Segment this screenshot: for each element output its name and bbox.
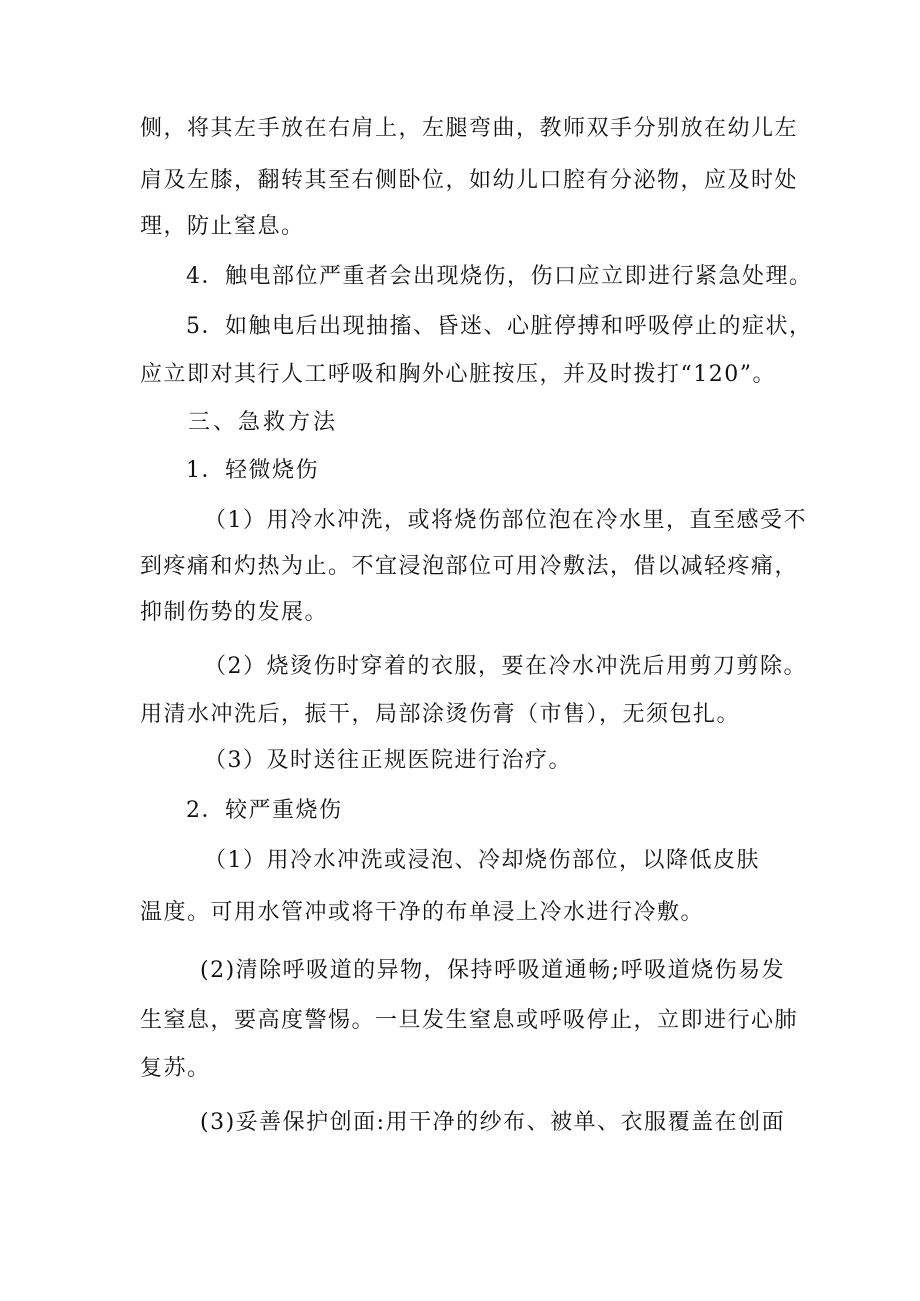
text-line: 抑制伤势的发展。 bbox=[140, 600, 329, 625]
text-line: 用清水冲洗后，振干，局部涂烫伤膏（市售），无须包扎。 bbox=[140, 702, 741, 727]
text-line: (3)妥善保护创面:用干净的纱布、被单、衣服覆盖在创面 bbox=[200, 1110, 786, 1135]
text-line: 生窒息，要高度警惕。一旦发生窒息或呼吸停止，立即进行心肺 bbox=[140, 1008, 799, 1033]
subsection-heading: 1．轻微烧伤 bbox=[186, 458, 319, 483]
subsection-heading: 2．较严重烧伤 bbox=[186, 798, 343, 823]
section-heading: 三、急救方法 bbox=[188, 410, 339, 435]
text-line: 温度。可用水管冲或将干净的布单浸上冷水进行冷敷。 bbox=[140, 900, 705, 925]
text-line: （1）用冷水冲洗，或将烧伤部位泡在冷水里，直至感受不 bbox=[204, 508, 807, 533]
text-line: （2）烧烫伤时穿着的衣服，要在冷水冲洗后用剪刀剪除。 bbox=[204, 654, 807, 679]
text-line: (2)清除呼吸道的异物，保持呼吸道通畅;呼吸道烧伤易发 bbox=[200, 958, 786, 983]
text-line: （3）及时送往正规医院进行治疗。 bbox=[204, 748, 572, 773]
text-line: 5．如触电后出现抽搐、昏迷、心脏停搏和呼吸停止的症状， bbox=[186, 314, 813, 339]
text-line: 肩及左膝，翻转其至右侧卧位，如幼儿口腔有分泌物，应及时处 bbox=[140, 168, 799, 193]
text-line: 侧，将其左手放在右肩上，左腿弯曲，教师双手分别放在幼儿左 bbox=[140, 116, 799, 141]
text-line: 4．触电部位严重者会出现烧伤，伤口应立即进行紧急处理。 bbox=[186, 264, 813, 289]
text-line: （1）用冷水冲洗或浸泡、冷却烧伤部位，以降低皮肤 bbox=[204, 848, 760, 873]
text-line: 理，防止窒息。 bbox=[140, 214, 305, 239]
text-line: 复苏。 bbox=[140, 1056, 211, 1081]
text-line: 应立即对其行人工呼吸和胸外心脏按压，并及时拨打“120”。 bbox=[140, 362, 776, 387]
text-line: 到疼痛和灼热为止。不宜浸泡部位可用冷敷法，借以减轻疼痛， bbox=[140, 554, 799, 579]
